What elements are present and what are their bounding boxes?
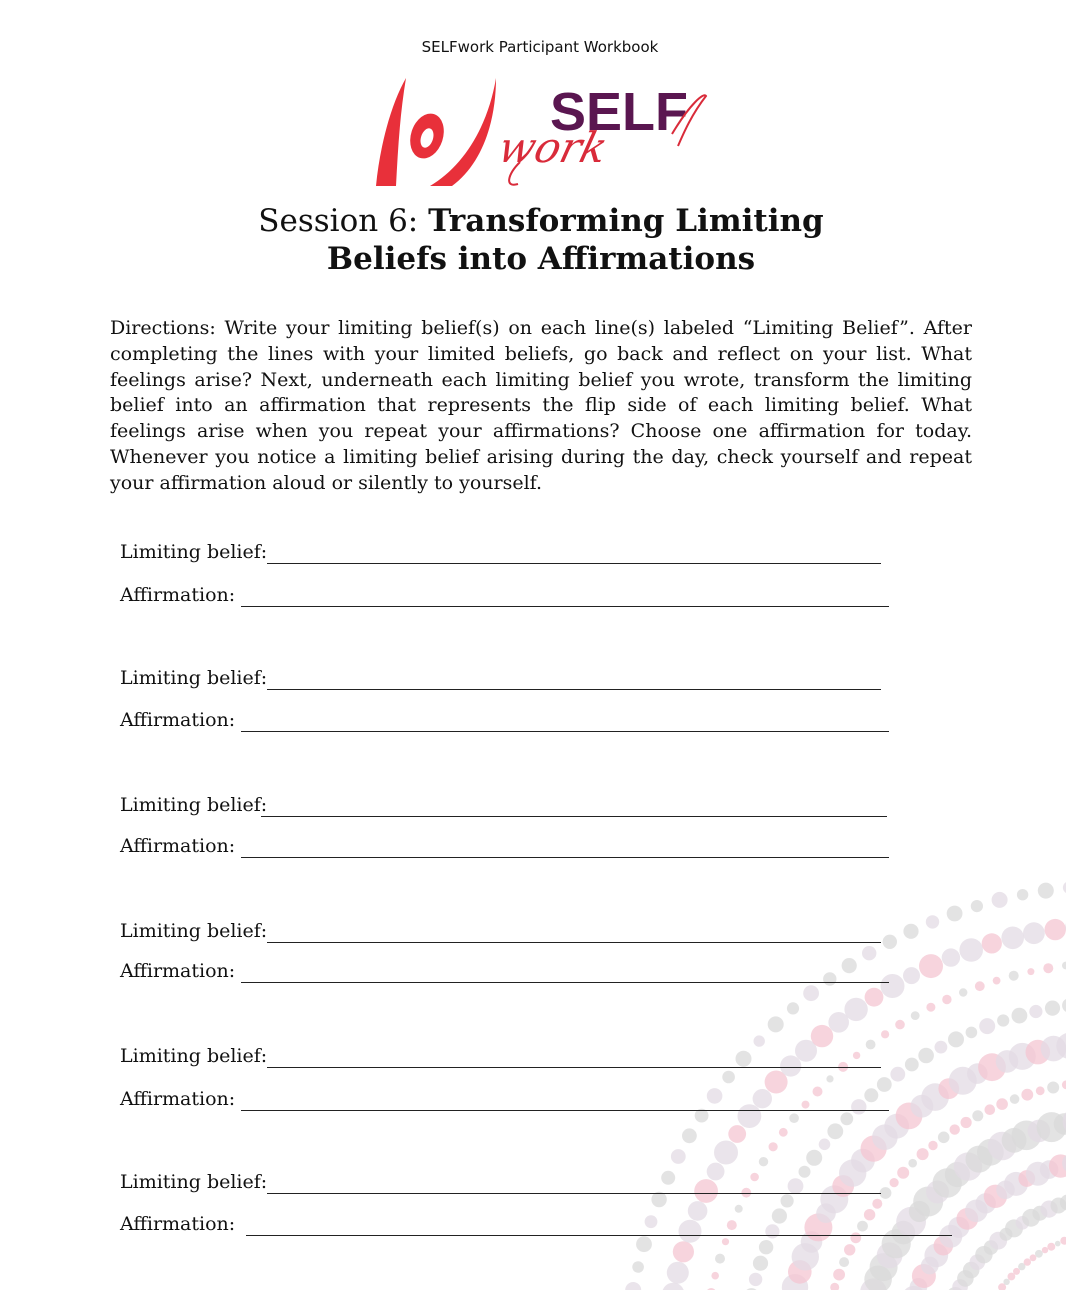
decor-dot [919, 954, 943, 978]
decor-dot [881, 1030, 889, 1038]
affirmation-row-2 [120, 709, 890, 735]
decor-dot [803, 985, 819, 1001]
decor-dot [942, 948, 960, 966]
limiting-belief-row-1 [120, 541, 882, 567]
limiting-belief-row-6 [120, 1171, 882, 1197]
decor-dot [806, 1150, 822, 1166]
limiting-belief-label: Limiting belief: [120, 1171, 268, 1193]
decor-dot [819, 1139, 831, 1151]
decor-dot [1024, 1258, 1031, 1265]
decor-dot [722, 1238, 729, 1245]
decor-dot [1047, 1082, 1059, 1094]
logo-work-text: work [493, 123, 613, 173]
decor-dot [789, 1113, 799, 1123]
decor-dot [711, 1272, 719, 1280]
decor-dot [714, 1141, 738, 1165]
decor-dot [1062, 1080, 1066, 1089]
decor-dot [1009, 971, 1019, 981]
decor-dot [865, 988, 884, 1007]
affirmation-label: Affirmation: [120, 709, 236, 731]
limiting-belief-label: Limiting belief: [120, 794, 268, 816]
decor-dot [908, 1159, 917, 1168]
running-header: SELFwork Participant Workbook [421, 38, 659, 56]
affirmation-label: Affirmation: [120, 960, 236, 982]
affirmation-row-4 [120, 960, 890, 986]
limiting-belief-label: Limiting belief: [120, 920, 268, 942]
decor-dot [996, 1098, 1008, 1110]
limiting-belief-line[interactable] [267, 1067, 881, 1068]
decor-dot [722, 1071, 735, 1084]
decor-dot [827, 1123, 843, 1139]
decor-dot [662, 1283, 684, 1290]
decor-dot [671, 1149, 686, 1164]
affirmation-row-3 [120, 835, 890, 861]
limiting-belief-line[interactable] [261, 816, 887, 817]
limiting-belief-row-5 [120, 1045, 882, 1071]
decor-dot [862, 946, 876, 960]
decor-dot [926, 1003, 935, 1012]
decor-dot [1045, 1001, 1060, 1016]
logo-left-swoosh [376, 78, 406, 186]
decor-dot [1003, 1279, 1009, 1285]
decor-dot [935, 1041, 948, 1054]
decor-dot [926, 915, 939, 928]
limiting-belief-row-2 [120, 667, 882, 693]
decor-dot [890, 1067, 905, 1082]
decor-dot [1023, 922, 1045, 944]
decor-dot [768, 1016, 784, 1032]
decor-dot [917, 1148, 929, 1160]
decor-dot [749, 1273, 762, 1286]
limiting-belief-line[interactable] [267, 563, 881, 564]
decor-dot [1045, 919, 1066, 940]
decor-dot [872, 1199, 882, 1209]
decor-dot [895, 1020, 905, 1030]
decor-dot [971, 900, 983, 912]
limiting-belief-line[interactable] [267, 942, 881, 943]
affirmation-label: Affirmation: [120, 835, 236, 857]
title-prefix: Session 6: [258, 203, 429, 239]
decor-dot [982, 933, 1002, 953]
decor-dot [975, 981, 985, 991]
directions-paragraph: Directions: Write your limiting belief(s) on each line(s) labeled “Limiting Belief”. After completing the lines with your limited beliefs, go back and reflect on your list. What feelings arise? Next, underneath each limiting belief you wrote, transform the limiting belief into an affirmation that represents the flip side of each limiting belief. What feelings arise when you repeat your affirmations? Choose one affirmation for today. Whenever you notice a limiting belief arising during the day, check yourself and repeat your affirmation aloud or silently to yourself. [110, 317, 972, 494]
decor-dot [992, 892, 1008, 908]
decor-dot [972, 1110, 983, 1121]
decor-dot [1043, 963, 1053, 973]
decor-dot [759, 1157, 768, 1166]
decor-dot [883, 935, 897, 949]
decor-dot [948, 1031, 964, 1047]
affirmation-line[interactable] [241, 606, 889, 607]
decor-dot [942, 995, 951, 1004]
decor-dot [1042, 1247, 1048, 1253]
decor-dot [950, 1124, 960, 1134]
limiting-belief-label: Limiting belief: [120, 1045, 268, 1067]
decor-dot [918, 1048, 934, 1064]
decor-dot [1017, 889, 1028, 900]
decor-dot [682, 1128, 697, 1143]
decor-dot [844, 1244, 855, 1255]
title-line-2: Beliefs into Affirmations [326, 241, 756, 277]
affirmation-row-5 [120, 1088, 890, 1114]
decor-dot [715, 1254, 725, 1264]
affirmation-label: Affirmation: [120, 1213, 236, 1235]
decor-dot [625, 1282, 641, 1290]
decor-dot [753, 1256, 768, 1271]
limiting-belief-label: Limiting belief: [120, 667, 268, 689]
limiting-belief-line[interactable] [267, 689, 881, 690]
decor-dot [1062, 998, 1066, 1012]
decor-dot [993, 977, 1001, 985]
decor-dot [632, 1261, 644, 1273]
decor-dot [911, 1011, 920, 1020]
decor-dot [1055, 1241, 1061, 1247]
decor-dot [903, 924, 918, 939]
decor-dot [1047, 1243, 1055, 1251]
decor-dot [979, 1018, 995, 1034]
logo-self-text: SELF [550, 82, 689, 142]
decor-dot [903, 967, 920, 984]
decor-dot [959, 938, 983, 962]
decor-dot [938, 1132, 950, 1144]
decor-dot [897, 1167, 909, 1179]
decor-dot [759, 1240, 773, 1254]
decor-dot [1038, 883, 1054, 899]
affirmation-label: Affirmation: [120, 1088, 236, 1110]
decor-dot [830, 1283, 839, 1290]
decor-dot [833, 1269, 845, 1281]
limiting-belief-row-3 [120, 794, 888, 820]
decor-dot [928, 1141, 937, 1150]
decor-dot [1010, 1094, 1020, 1104]
decor-dot [811, 1025, 833, 1047]
decor-dot [779, 1128, 788, 1137]
decor-dot [1060, 1237, 1066, 1245]
limiting-belief-row-4 [120, 920, 882, 946]
title-bold-line-1: Transforming Limiting [428, 203, 824, 239]
affirmation-line[interactable] [241, 857, 889, 858]
decor-dot [1001, 927, 1024, 950]
decor-dot [1029, 1005, 1042, 1018]
decor-dot [735, 1205, 743, 1213]
affirmation-line[interactable] [241, 982, 889, 983]
affirmation-row-1 [120, 584, 890, 610]
decor-dot [840, 1112, 853, 1125]
decor-dot [947, 906, 963, 922]
limiting-belief-label: Limiting belief: [120, 541, 268, 563]
affirmation-label: Affirmation: [120, 584, 236, 606]
limiting-belief-line[interactable] [267, 1193, 881, 1194]
decor-dot [826, 1075, 833, 1082]
affirmation-line[interactable] [246, 1235, 952, 1236]
decor-dot [769, 1142, 778, 1151]
decor-dot [905, 1058, 919, 1072]
affirmation-line[interactable] [241, 1110, 889, 1111]
decor-dot [1012, 1008, 1028, 1024]
decor-dot [1027, 968, 1034, 975]
decor-dot [787, 1002, 799, 1014]
decor-dot [728, 1125, 746, 1143]
decor-dot [1036, 1086, 1045, 1095]
affirmation-row-6 [120, 1213, 954, 1239]
decor-dot [961, 1117, 972, 1128]
decor-dot [997, 1014, 1009, 1026]
decor-dot [673, 1241, 694, 1262]
decor-dot [959, 988, 967, 996]
decor-dot [890, 1178, 899, 1187]
selfwork-logo [372, 74, 712, 190]
affirmation-line[interactable] [241, 731, 889, 732]
decor-dot [1021, 1089, 1033, 1101]
title-line-1 [0, 202, 1066, 240]
decor-dot [985, 1104, 996, 1115]
decor-dot [839, 1257, 849, 1267]
decor-dot [844, 998, 867, 1021]
decor-dot [1035, 1250, 1043, 1258]
page-title [0, 202, 1066, 278]
decor-dot [966, 1027, 978, 1039]
decor-dot [1062, 962, 1066, 970]
decor-dot [667, 1262, 689, 1284]
